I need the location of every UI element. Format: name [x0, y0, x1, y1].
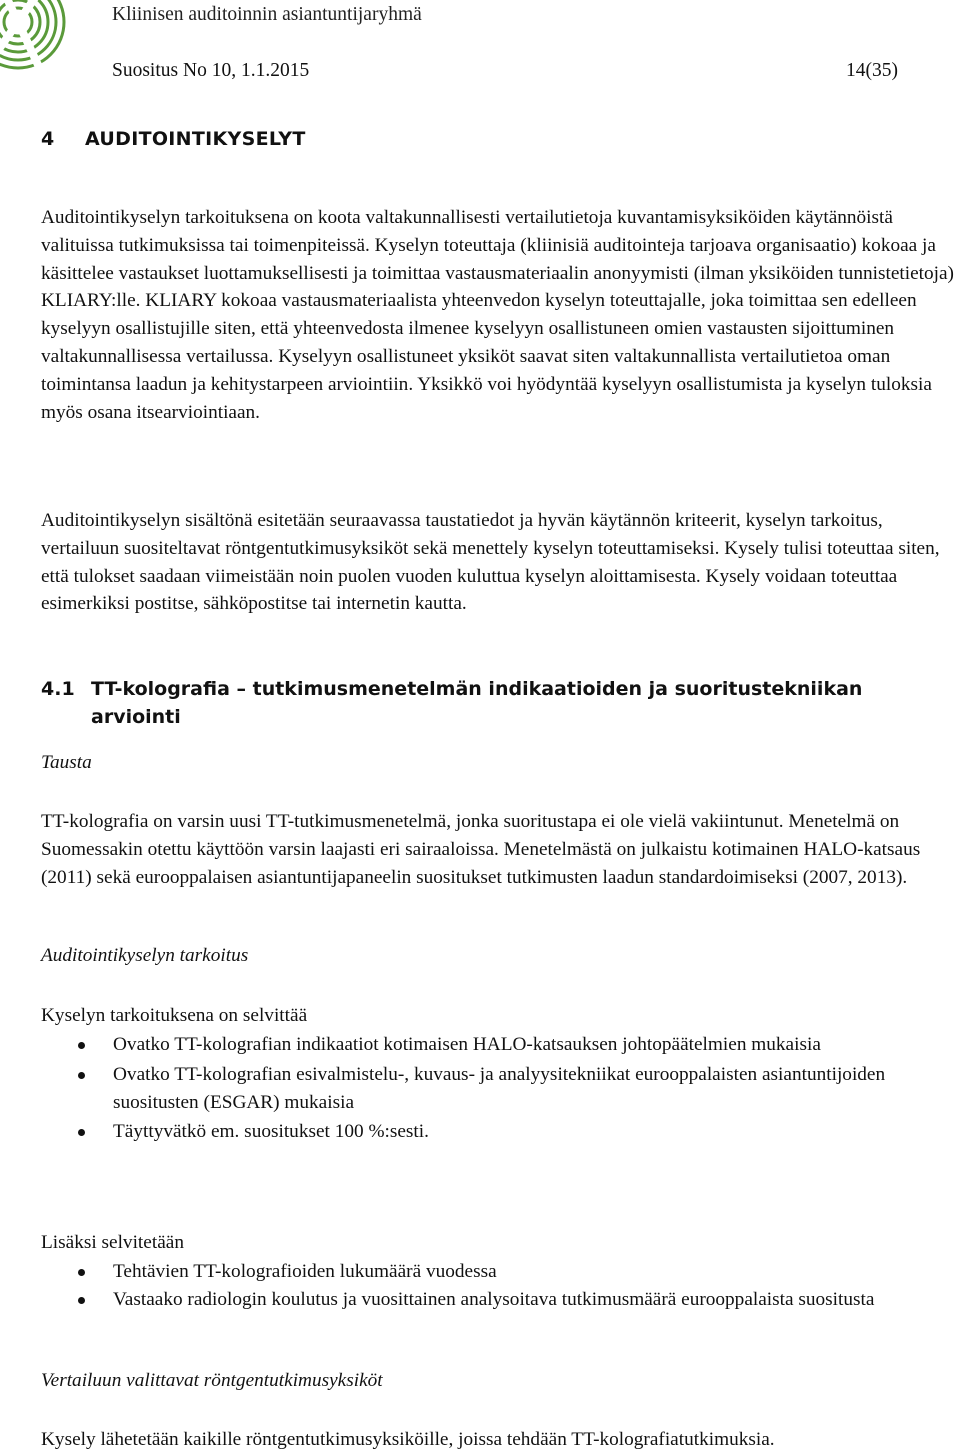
- bullet-icon: [78, 1072, 85, 1079]
- additional-intro-text: Lisäksi selvitetään: [41, 1232, 184, 1253]
- section-heading: [41, 128, 306, 150]
- bullet-icon: [78, 1129, 85, 1136]
- background-paragraph: [41, 808, 956, 891]
- purpose-intro-text: Kyselyn tarkoituksena on selvittää: [41, 1005, 308, 1026]
- list-item: [41, 1031, 941, 1059]
- subsection-title-line1: TT-kolografia – tutkimusmenetelmän indikaatioiden ja suoritustekniikan: [91, 678, 863, 700]
- list-item-text: Ovatko TT-kolografian esivalmistelu-, kuvaus- ja analyysitekniikat eurooppalaisten asiantuntijoiden suositusten (ESGAR) mukaisia: [113, 1063, 886, 1113]
- list-item: [41, 1061, 941, 1117]
- logo-icon: [0, 0, 80, 80]
- additional-intro: [41, 1229, 956, 1257]
- list-item: [41, 1286, 941, 1314]
- subsection-title-line2: arviointi: [91, 706, 181, 728]
- comparison-text: Kysely lähetetään kaikille röntgentutkimusyksiköille, joissa tehdään TT-kolografiatutkimuksia.: [41, 1429, 775, 1450]
- purpose-heading: Auditointikyselyn tarkoitus: [41, 945, 249, 966]
- intro-paragraph: [41, 204, 956, 426]
- background-heading: Tausta: [41, 752, 92, 773]
- list-item-text: Tehtävien TT-kolografioiden lukumäärä vuodessa: [113, 1261, 497, 1282]
- purpose-list: [41, 1031, 941, 1148]
- bullet-icon: [78, 1297, 85, 1304]
- section-number: 4: [41, 128, 55, 150]
- subsection-heading: [41, 675, 941, 731]
- purpose-intro: [41, 1002, 956, 1030]
- list-item-text: Vastaako radiologin koulutus ja vuosittainen analysoitava tutkimusmäärä eurooppalaista suositusta: [113, 1288, 875, 1310]
- comparison-heading: Vertailuun valittavat röntgentutkimusyksiköt: [41, 1370, 383, 1391]
- list-item: [41, 1258, 941, 1286]
- bullet-icon: [78, 1269, 85, 1276]
- list-item-text: Ovatko TT-kolografian indikaatiot kotimaisen HALO-katsauksen johtopäätelmien mukaisia: [113, 1034, 821, 1055]
- list-item: [41, 1118, 941, 1146]
- organization-name: Kliinisen auditoinnin asiantuntijaryhmä: [112, 4, 422, 25]
- additional-list: [41, 1258, 941, 1314]
- background-text: TT-kolografia on varsin uusi TT-tutkimusmenetelmä, jonka suoritustapa ei ole vielä vakiintunut. Menetelmä on Suomessakin otettu käyttöön varsin laajasti eri sairaaloissa. Menetelmästä on julkaistu kotimainen HALO-katsaus (2011) sekä eurooppalaisen asiantuntijapaneelin suositukset tutkimusten laadun standardoimiseksi (2007, 2013).: [41, 811, 921, 888]
- recommendation-reference: Suositus No 10, 1.1.2015: [112, 60, 310, 81]
- subsection-number: 4.1: [41, 678, 75, 700]
- content-paragraph: [41, 507, 956, 618]
- comparison-paragraph: [41, 1426, 956, 1454]
- content-text: Auditointikyselyn sisältönä esitetään seuraavassa taustatiedot ja hyvän käytännön kriteerit, kyselyn tarkoitus, vertailuun suositeltavat röntgentutkimusyksiköt sekä menettely kyselyn toteuttamiseksi. Kysely tulisi toteuttaa siten, että tulokset saadaan viimeistään noin puolen vuoden kuluttua kyselyn aloittamisesta. Kysely voidaan toteuttaa esimerkiksi postitse, sähköpostitse tai internetin kautta.: [41, 510, 940, 615]
- section-title: AUDITOINTIKYSELYT: [85, 128, 306, 150]
- page-number: 14(35): [846, 60, 898, 81]
- intro-text: Auditointikyselyn tarkoituksena on koota valtakunnallisesti vertailutietoja kuvantamisyksiköiden käytännöistä valituissa tutkimuksissa tai toimenpiteissä. Kyselyn toteuttaja (kliinisiä auditointeja tarjoava organisaatio) kokoaa ja käsittelee vastaukset luottamuksellisesti ja toimittaa vastausmateriaalin anonyymisti (ilman yksiköiden tunnistetietoja) KLIARY:lle. KLIARY kokoaa vastausmateriaalista yhteenvedon kyselyn toteuttajalle, joka toimittaa sen edelleen kyselyyn osallistujille siten, että yhteenvedosta ilmenee kyselyyn osallistuneen omien vastausten sijoittuminen valtakunnallisessa vertailussa. Kyselyyn osallistuneet yksiköt saavat siten valtakunnallista vertailutietoa oman toimintansa laadun ja kehitystarpeen arviointiin. Yksikkö voi hyödyntää kyselyyn osallistumista ja kyselyn tuloksia myös osana itsearviointiaan.: [41, 207, 954, 423]
- bullet-icon: [78, 1042, 85, 1049]
- list-item-text: Täyttyvätkö em. suositukset 100 %:sesti.: [113, 1121, 429, 1143]
